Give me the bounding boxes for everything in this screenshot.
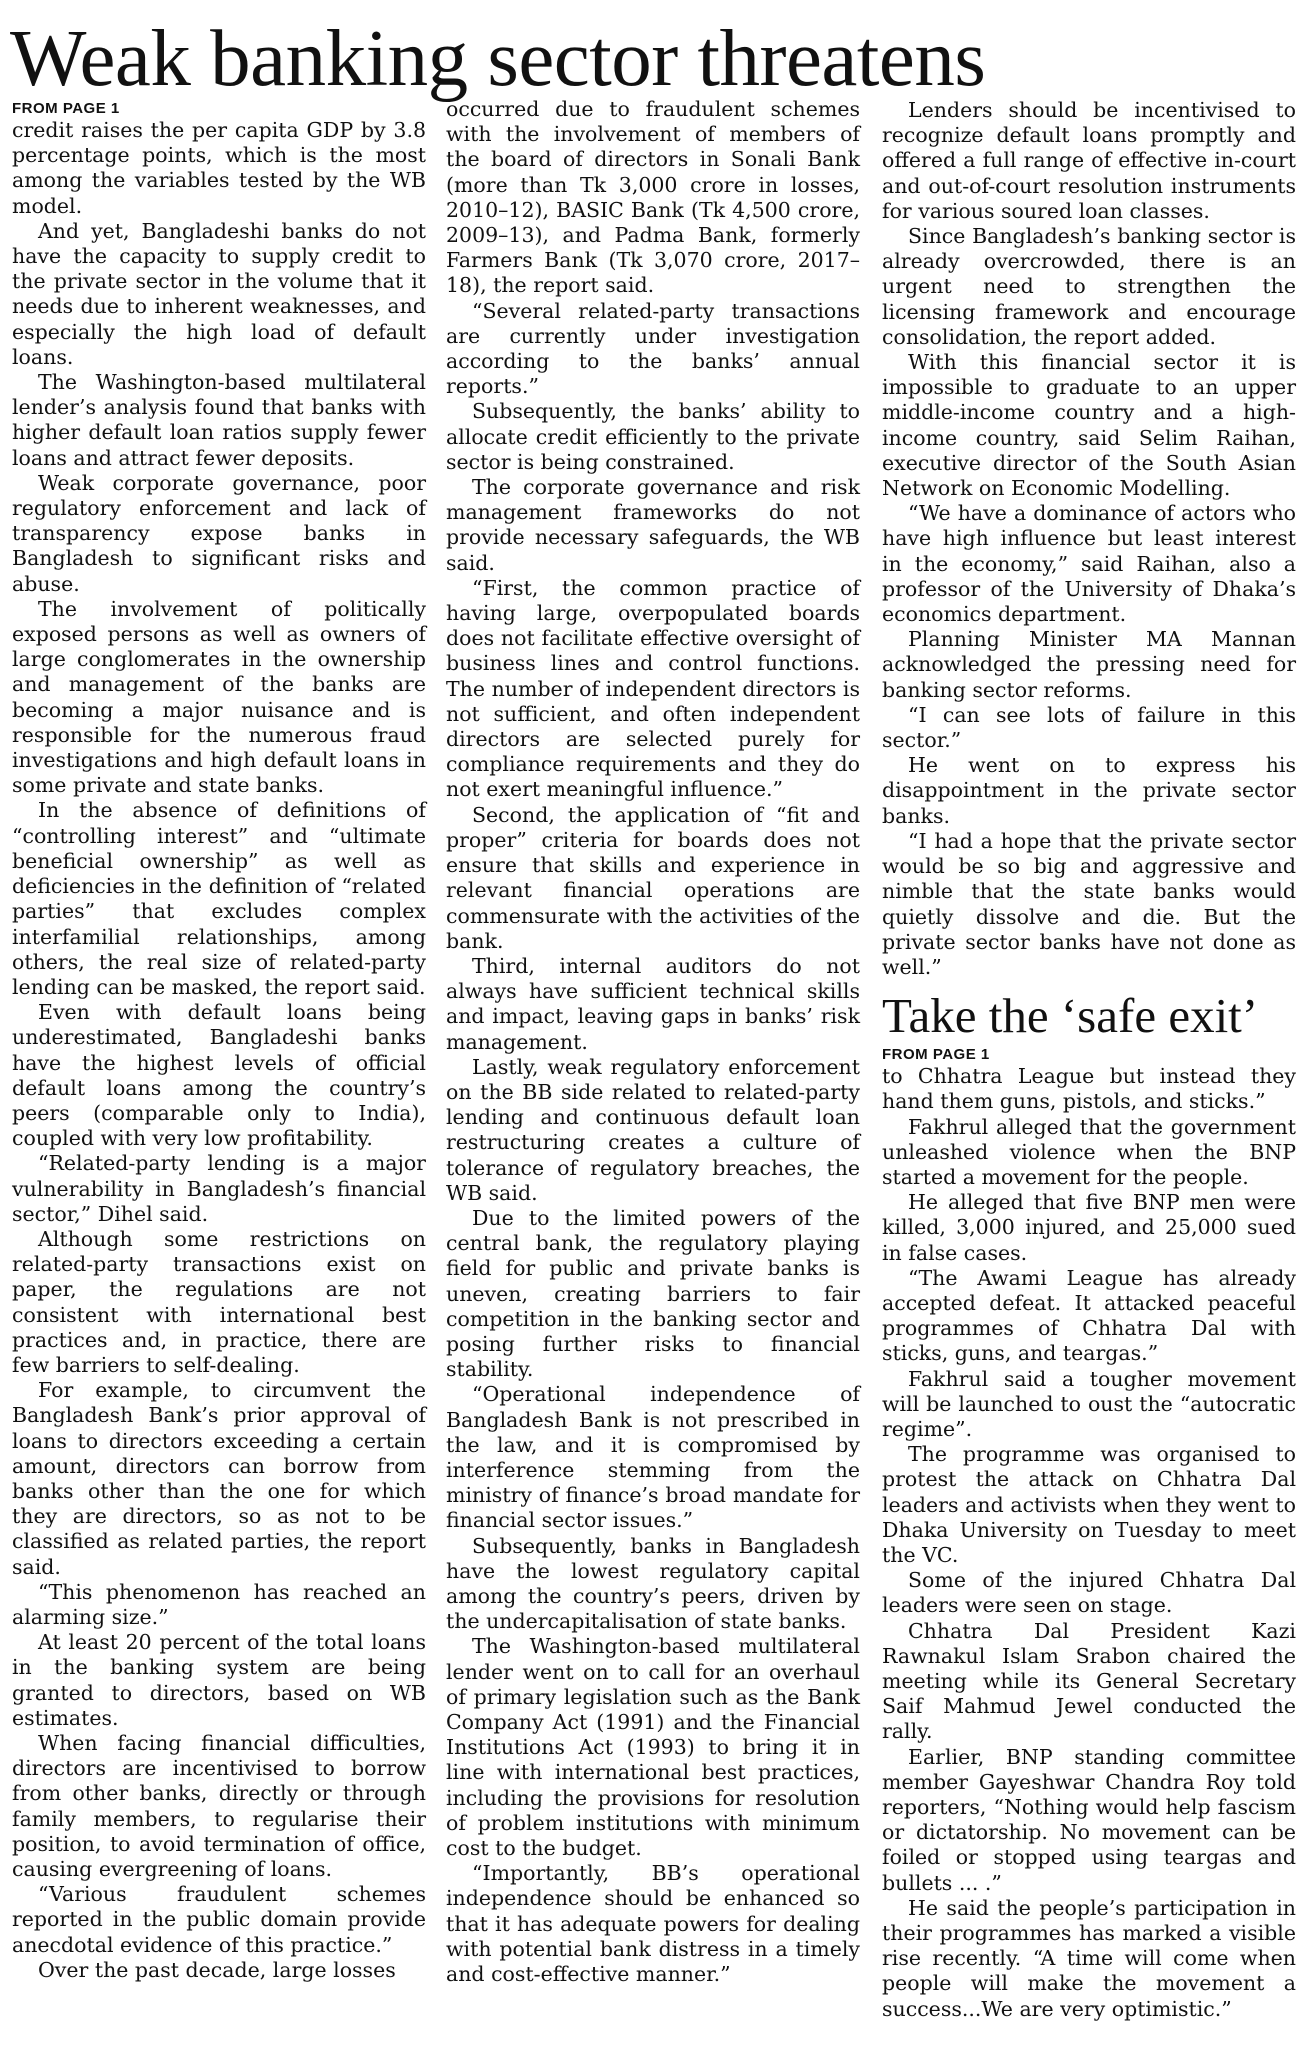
headline: Weak banking sector threatens <box>10 13 986 103</box>
second-article-headline: Take the ‘safe exit’ <box>882 988 1259 1044</box>
paragraph: Planning Minister MA Mannan acknowledged the pressing need for banking sector reforms. <box>882 627 1296 702</box>
paragraph: Third, internal auditors do not always have sufficient technical skills and impact, leaving gaps in banks’ risk management. <box>446 953 860 1054</box>
paragraph: For example, to circumvent the Bangladesh Bank’s prior approval of loans to directors exceeding a certain amount, directors can borrow from banks other than the one for which they are directors, so as not to be classified as related parties, the report said. <box>12 1378 426 1579</box>
paragraph: “We have a dominance of actors who have high influence but least interest in the economy,” said Raihan, also a professor of the University of Dhaka’s economics department. <box>882 501 1296 627</box>
paragraph: In the absence of definitions of “controlling interest” and “ultimate beneficial ownership” as well as deficiencies in the definition of “related parties” that excludes complex interfamilial relationships, among others, the real size of related-party lending can be masked, the report said. <box>12 798 426 999</box>
paragraph: to Chhatra League but instead they hand them guns, pistols, and sticks.” <box>882 1064 1296 1114</box>
paragraph: “Operational independence of Bangladesh Bank is not prescribed in the law, and it is compromised by interference stemming from the ministry of finance’s broad mandate for financial sector issues.” <box>446 1382 860 1533</box>
paragraph: Even with default loans being underestimated, Bangladeshi banks have the highest levels of official default loans among the country’s peers (comparable only to India), coupled with very low profitability. <box>12 1000 426 1151</box>
paragraph: When facing financial difficulties, directors are incentivised to borrow from other banks, directly or through family members, to regularise their position, to avoid termination of office, causing evergreening of loans. <box>12 1731 426 1882</box>
paragraphs <box>446 97 860 1987</box>
paragraph: credit raises the per capita GDP by 3.8 percentage points, which is the most among the variables tested by the WB model. <box>12 118 426 218</box>
paragraph: “Importantly, BB’s operational independence should be enhanced so that it has adequate powers for dealing with potential bank distress in a timely and cost-effective manner.” <box>446 1861 860 1987</box>
paragraph: occurred due to fraudulent schemes with the involvement of members of the board of directors in Sonali Bank (more than Tk 3,000 crore in losses, 2010–12), BASIC Bank (Tk 4,500 crore, 2009–13), and Padma Bank, formerly Farmers Bank (Tk 3,070 crore, 2017–18), the report said. <box>446 97 860 298</box>
paragraph: Over the past decade, large losses <box>38 1957 396 1982</box>
paragraph: The Washington-based multilateral lender’s analysis found that banks with higher default loan ratios supply fewer loans and attract fewer deposits. <box>12 370 426 470</box>
paragraph: And yet, Bangladeshi banks do not have the capacity to supply credit to the private sector in the volume that it needs due to inherent weaknesses, and especially the high load of default loans. <box>12 218 426 369</box>
paragraph: “Related-party lending is a major vulnerability in Bangladesh’s financial sector,” Dihel said. <box>12 1151 426 1226</box>
paragraph: The programme was organised to protest the attack on Chhatra Dal leaders and activists when they went to Dhaka University on Tuesday to meet the VC. <box>882 1442 1296 1567</box>
from-page-label: FROM PAGE 1 <box>12 100 120 117</box>
paragraph: Lastly, weak regulatory enforcement on the BB side related to related-party lending and continuous default loan restructuring creates a culture of tolerance of regulatory breaches, the WB said. <box>446 1054 860 1205</box>
paragraph: Some of the injured Chhatra Dal leaders were seen on stage. <box>882 1568 1296 1618</box>
paragraph: “Various fraudulent schemes reported in the public domain provide anecdotal evidence of this practice.” <box>12 1882 426 1957</box>
paragraph: With this financial sector it is impossible to graduate to an upper middle-income country and a high-income country, said Selim Raihan, executive director of the South Asian Network on Economic Modelling. <box>882 350 1296 501</box>
paragraph: Since Bangladesh’s banking sector is already overcrowded, there is an urgent need to strengthen the licensing framework and encourage consolidation, the report added. <box>882 224 1296 349</box>
paragraph: Second, the application of “fit and proper” criteria for boards does not ensure that skills and experience in relevant financial operations are commensurate with the activities of the bank. <box>446 802 860 953</box>
paragraph: Subsequently, banks in Bangladesh have the lowest regulatory capital among the country’s peers, driven by the undercapitalisation of state banks. <box>446 1533 860 1634</box>
paragraph: The involvement of politically exposed persons as well as owners of large conglomerates in the ownership and management of the banks are becoming a major nuisance and is responsible for the numerous fraud investigations and high default loans in some private and state banks. <box>12 596 426 798</box>
paragraph: Fakhrul said a tougher movement will be launched to oust the “autocratic regime”. <box>882 1366 1296 1441</box>
paragraph: Although some restrictions on related-party transactions exist on paper, the regulations are not consistent with international best practices and, in practice, there are few barriers to self-dealing. <box>12 1226 426 1377</box>
paragraph: At least 20 percent of the total loans in the banking system are being granted to directors, based on WB estimates. <box>12 1630 426 1730</box>
paragraph: “The Awami League has already accepted defeat. It attacked peaceful programmes of Chhatra Dal with sticks, guns, and teargas.” <box>882 1265 1296 1366</box>
paragraph: He alleged that five BNP men were killed, 3,000 injured, and 25,000 sued in false cases. <box>882 1190 1296 1265</box>
paragraph: Chhatra Dal President Kazi Rawnakul Islam Srabon chaired the meeting while its General Secretary Saif Mahmud Jewel conducted the rally. <box>882 1618 1296 1744</box>
paragraph: Earlier, BNP standing committee member Gayeshwar Chandra Roy told reporters, “Nothing would help fascism or dictatorship. No movement can be foiled or stopped using teargas and bullets ... .” <box>882 1744 1296 1895</box>
paragraph: “I can see lots of failure in this sector.” <box>882 702 1296 753</box>
paragraph: “Several related-party transactions are currently under investigation according to the banks’ annual reports.” <box>446 298 860 399</box>
paragraphs <box>882 98 1296 980</box>
paragraph: The corporate governance and risk management frameworks do not provide necessary safeguards, the WB said. <box>446 475 860 575</box>
article-column-2 <box>446 97 860 1987</box>
paragraph: He went on to express his disappointment in the private sector banks. <box>882 753 1296 828</box>
article-column-1 <box>12 100 426 1983</box>
paragraph: He said the people’s participation in their programmes has marked a visible rise recently. “A time will come when people will make the movement a success...We are very optimistic.” <box>882 1895 1296 2021</box>
article-column-3 <box>882 98 1296 2022</box>
from-page-label: FROM PAGE 1 <box>882 1046 990 1064</box>
paragraph: The Washington-based multilateral lender went on to call for an overhaul of primary legislation such as the Bank Company Act (1991) and the Financial Institutions Act (1993) to bring it in line with international best practices, including the provisions for resolution of problem institutions with minimum cost to the budget. <box>446 1634 860 1861</box>
paragraph: Lenders should be incentivised to recognize default loans promptly and offered a full range of effective in-court and out-of-court resolution instruments for various soured loan classes. <box>882 98 1296 223</box>
paragraph: Subsequently, the banks’ ability to allocate credit efficiently to the private sector is being constrained. <box>446 399 860 474</box>
paragraph: Fakhrul alleged that the government unleashed violence when the BNP started a movement for the people. <box>882 1114 1296 1189</box>
paragraph: Due to the limited powers of the central bank, the regulatory playing field for public and private banks is uneven, creating barriers to fair competition in the banking sector and posing further risks to financial stability. <box>446 1205 860 1382</box>
paragraphs <box>12 118 426 1983</box>
paragraph: “I had a hope that the private sector would be so big and aggressive and nimble that the state banks would quietly dissolve and die. But the private sector banks have not done as well.” <box>882 828 1296 979</box>
paragraph: “This phenomenon has reached an alarming size.” <box>12 1579 426 1629</box>
paragraph: Weak corporate governance, poor regulatory enforcement and lack of transparency expose banks in Bangladesh to significant risks and abuse. <box>12 470 426 596</box>
paragraph: “First, the common practice of having large, overpopulated boards does not facilitate effective oversight of business lines and control functions. The number of independent directors is not sufficient, and often independent directors are selected purely for compliance requirements and they do not exert meaningful influence.” <box>446 575 860 802</box>
paragraphs <box>882 1064 1296 2022</box>
